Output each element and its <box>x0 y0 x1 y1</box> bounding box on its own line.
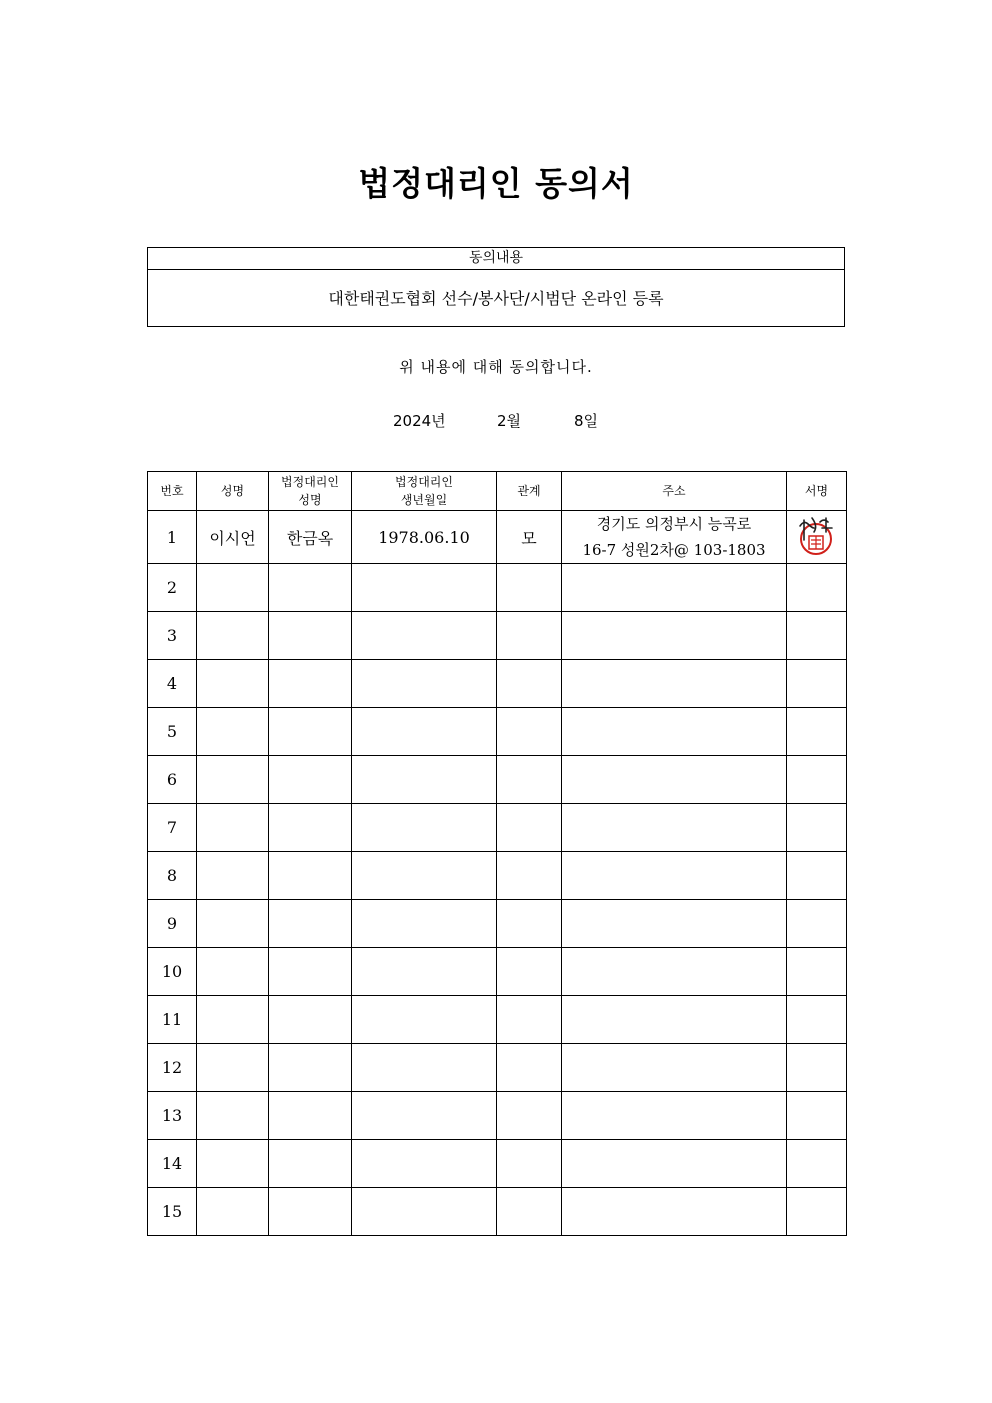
date-line <box>0 410 992 430</box>
cell-name <box>197 1044 269 1092</box>
cell-no: 13 <box>148 1092 197 1140</box>
cell-relation <box>497 756 562 804</box>
cell-relation <box>497 804 562 852</box>
header-guardian-name-line2: 성명 <box>298 493 322 507</box>
signature-seal <box>792 512 842 562</box>
cell-address <box>562 660 787 708</box>
cell-guardian-name <box>269 852 352 900</box>
header-guardian-birth <box>352 472 497 511</box>
cell-guardian-birth <box>352 900 497 948</box>
address-line1: 경기도 의정부시 능곡로 <box>596 515 752 533</box>
cell-signature <box>787 660 847 708</box>
cell-guardian-birth <box>352 660 497 708</box>
table-row <box>148 1044 847 1092</box>
cell-signature <box>787 1092 847 1140</box>
cell-guardian-birth: 1978.06.10 <box>352 511 497 564</box>
cell-address <box>562 1092 787 1140</box>
cell-guardian-name <box>269 900 352 948</box>
cell-signature <box>787 756 847 804</box>
cell-no: 10 <box>148 948 197 996</box>
cell-no: 9 <box>148 900 197 948</box>
cell-signature <box>787 1044 847 1092</box>
table-header-row <box>148 472 847 511</box>
cell-relation <box>497 660 562 708</box>
cell-name <box>197 612 269 660</box>
cell-guardian-birth <box>352 996 497 1044</box>
cell-signature <box>787 1140 847 1188</box>
date-year: 2024년 <box>393 412 446 430</box>
cell-relation: 모 <box>497 511 562 564</box>
seal-stamp-icon <box>792 512 842 562</box>
cell-name <box>197 1092 269 1140</box>
cell-guardian-birth <box>352 708 497 756</box>
cell-relation <box>497 852 562 900</box>
cell-name <box>197 660 269 708</box>
consent-content: 대한태권도협회 선수/봉사단/시범단 온라인 등록 <box>328 289 664 308</box>
cell-relation <box>497 996 562 1044</box>
cell-signature <box>787 708 847 756</box>
cell-guardian-name <box>269 660 352 708</box>
cell-relation <box>497 612 562 660</box>
cell-guardian-birth <box>352 1092 497 1140</box>
header-address: 주소 <box>562 472 787 511</box>
cell-address <box>562 1188 787 1236</box>
cell-address <box>562 804 787 852</box>
cell-relation <box>497 1044 562 1092</box>
table-row <box>148 996 847 1044</box>
cell-guardian-name <box>269 1188 352 1236</box>
cell-no: 6 <box>148 756 197 804</box>
cell-no: 7 <box>148 804 197 852</box>
header-guardian-name-line1: 법정대리인 <box>281 475 339 489</box>
cell-name <box>197 1188 269 1236</box>
date-month: 2월 <box>497 412 522 430</box>
cell-address <box>562 1044 787 1092</box>
cell-address <box>562 1140 787 1188</box>
cell-name <box>197 804 269 852</box>
cell-guardian-name <box>269 756 352 804</box>
cell-guardian-birth <box>352 1188 497 1236</box>
header-name: 성명 <box>197 472 269 511</box>
cell-guardian-name <box>269 948 352 996</box>
cell-guardian-birth <box>352 852 497 900</box>
cell-name <box>197 708 269 756</box>
cell-relation <box>497 1140 562 1188</box>
cell-name <box>197 852 269 900</box>
cell-guardian-name <box>269 612 352 660</box>
cell-name <box>197 900 269 948</box>
cell-name <box>197 948 269 996</box>
cell-signature <box>787 852 847 900</box>
cell-name: 이시언 <box>197 511 269 564</box>
table-row <box>148 564 847 612</box>
cell-address <box>562 511 787 564</box>
header-guardian-birth-line1: 법정대리인 <box>395 475 453 489</box>
table-row <box>148 948 847 996</box>
cell-no: 15 <box>148 1188 197 1236</box>
cell-signature <box>787 564 847 612</box>
cell-no: 1 <box>148 511 197 564</box>
cell-guardian-name <box>269 564 352 612</box>
cell-no: 11 <box>148 996 197 1044</box>
cell-relation <box>497 900 562 948</box>
cell-name <box>197 564 269 612</box>
cell-guardian-name <box>269 804 352 852</box>
cell-no: 3 <box>148 612 197 660</box>
cell-signature <box>787 996 847 1044</box>
header-signature: 서명 <box>787 472 847 511</box>
cell-guardian-birth <box>352 948 497 996</box>
cell-no: 12 <box>148 1044 197 1092</box>
cell-guardian-birth <box>352 564 497 612</box>
cell-address <box>562 756 787 804</box>
cell-relation <box>497 1092 562 1140</box>
cell-relation <box>497 1188 562 1236</box>
header-guardian-birth-line2: 생년월일 <box>400 493 448 507</box>
cell-relation <box>497 948 562 996</box>
table-row <box>148 1092 847 1140</box>
cell-no: 2 <box>148 564 197 612</box>
cell-signature <box>787 804 847 852</box>
header-no: 번호 <box>148 472 197 511</box>
cell-address <box>562 852 787 900</box>
document-title: 법정대리인 동의서 <box>358 164 634 203</box>
cell-relation <box>497 564 562 612</box>
cell-address <box>562 948 787 996</box>
table-row <box>148 852 847 900</box>
table-row <box>148 660 847 708</box>
cell-no: 8 <box>148 852 197 900</box>
cell-address <box>562 900 787 948</box>
cell-no: 4 <box>148 660 197 708</box>
consent-box <box>147 247 845 327</box>
cell-guardian-birth <box>352 804 497 852</box>
cell-guardian-name <box>269 1092 352 1140</box>
cell-guardian-birth <box>352 612 497 660</box>
cell-relation <box>497 708 562 756</box>
cell-guardian-name <box>269 1044 352 1092</box>
cell-guardian-name <box>269 1140 352 1188</box>
header-relation: 관계 <box>497 472 562 511</box>
table-row <box>148 1188 847 1236</box>
cell-address <box>562 996 787 1044</box>
cell-no: 14 <box>148 1140 197 1188</box>
table-row <box>148 708 847 756</box>
cell-name <box>197 996 269 1044</box>
table-row <box>148 511 847 564</box>
cell-signature <box>787 1188 847 1236</box>
registration-table <box>147 471 847 1236</box>
table-row <box>148 612 847 660</box>
cell-address <box>562 708 787 756</box>
cell-guardian-birth <box>352 756 497 804</box>
table-row <box>148 900 847 948</box>
cell-address <box>562 564 787 612</box>
cell-guardian-name <box>269 708 352 756</box>
cell-signature <box>787 900 847 948</box>
cell-name <box>197 1140 269 1188</box>
cell-name <box>197 756 269 804</box>
cell-guardian-name: 한금옥 <box>269 511 352 564</box>
cell-guardian-birth <box>352 1044 497 1092</box>
cell-guardian-name <box>269 996 352 1044</box>
table-row <box>148 804 847 852</box>
cell-address <box>562 612 787 660</box>
cell-guardian-birth <box>352 1140 497 1188</box>
table-row <box>148 1140 847 1188</box>
cell-no: 5 <box>148 708 197 756</box>
consent-header: 동의내용 <box>148 248 844 270</box>
date-day: 8일 <box>574 412 599 430</box>
cell-signature <box>787 612 847 660</box>
address-line2: 16-7 성원2차@ 103-1803 <box>582 541 766 559</box>
header-guardian-name <box>269 472 352 511</box>
cell-signature <box>787 948 847 996</box>
table-row <box>148 756 847 804</box>
agreement-statement: 위 내용에 대해 동의합니다. <box>399 358 593 376</box>
cell-signature <box>787 511 847 564</box>
